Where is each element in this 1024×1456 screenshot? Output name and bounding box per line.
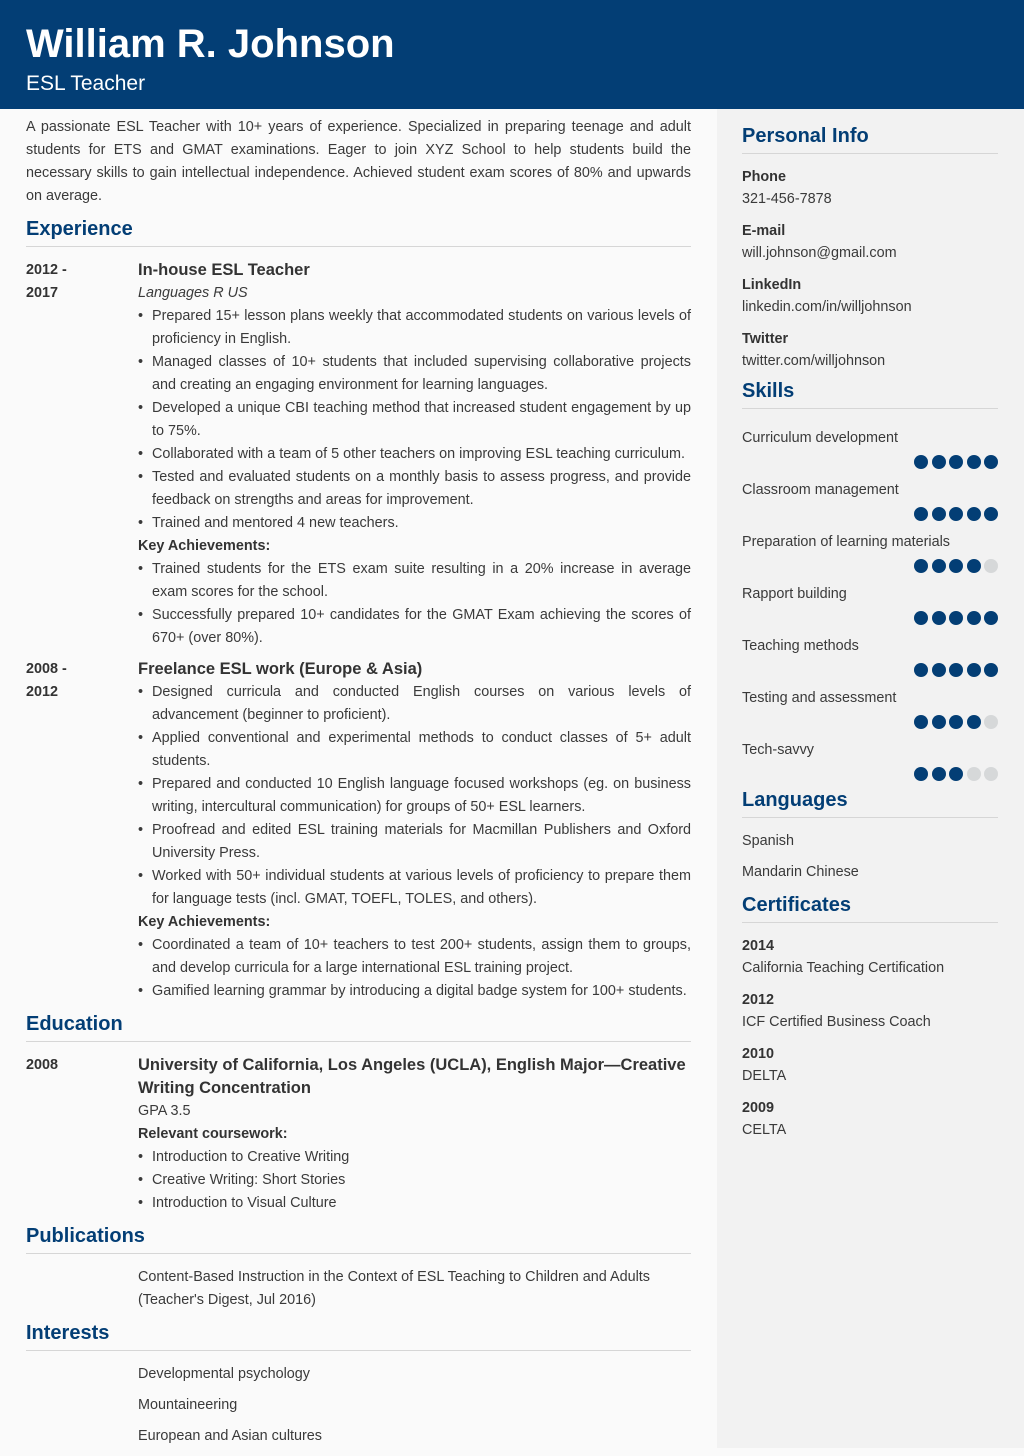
skill-rating: [742, 455, 998, 469]
rating-dot: [914, 507, 928, 521]
certificate-name: ICF Certified Business Coach: [742, 1014, 931, 1030]
experience-entry: [26, 259, 691, 650]
bullet-item: • Tested and evaluated students on a monthly basis to assess progress, and provide feedback on strengths and areas for improvement.: [138, 466, 691, 512]
bullet-item: • Managed classes of 10+ students that included supervising collaborative projects and creating an engaging environment for learning languages.: [138, 351, 691, 397]
education-entry: [26, 1054, 691, 1215]
skill-name: Preparation of learning materials: [742, 534, 950, 550]
contact-value: will.johnson@gmail.com: [742, 245, 897, 261]
skill-name: Testing and assessment: [742, 690, 897, 706]
bullet-item: • Successfully prepared 10+ candidates for the GMAT Exam achieving the scores of 670+ (over 80%).: [138, 604, 691, 650]
section-heading-interests: Interests: [26, 1320, 691, 1351]
entry-body: [138, 259, 691, 650]
date-range: 2008 - 2012: [26, 661, 67, 700]
company-name: Languages R US: [138, 285, 248, 301]
entry-body: [138, 1054, 691, 1215]
skill-rating: [742, 507, 998, 521]
certificate-year: 2009: [742, 1100, 775, 1116]
rating-dot: [914, 559, 928, 573]
interest-item: European and Asian cultures: [138, 1428, 323, 1444]
rating-dot: [932, 715, 946, 729]
skill-item: [742, 473, 998, 521]
coursework-label: Relevant coursework:: [138, 1126, 288, 1142]
bullet-item: • Developed a unique CBI teaching method that increased student engagement by up to 75%.: [138, 397, 691, 443]
bullet-list: [138, 934, 691, 1003]
contact-label: Phone: [742, 169, 786, 185]
contact-value: twitter.com/willjohnson: [742, 353, 886, 369]
publication-item: Content-Based Instruction in the Context of ESL Teaching to Children and Adults (Teacher's Digest, Jul 2016): [138, 1269, 650, 1308]
entry-body: [138, 658, 691, 1003]
section-heading-education: Education: [26, 1011, 691, 1042]
rating-dot: [932, 663, 946, 677]
certificate-year: 2012: [742, 992, 775, 1008]
bullet-item: • Coordinated a team of 10+ teachers to test 200+ students, assign them to groups, and develop curricula for a large international ESL training project.: [138, 934, 691, 980]
bullet-list: [138, 305, 691, 535]
bullet-item: • Collaborated with a team of 5 other teachers on improving ESL teaching curriculum.: [138, 443, 691, 466]
rating-dot: [932, 455, 946, 469]
entry-date: 2008: [26, 1057, 59, 1073]
candidate-name: William R. Johnson: [26, 22, 395, 66]
bullet-item: • Gamified learning grammar by introducing a digital badge system for 100+ students.: [138, 980, 691, 1003]
job-title: ESL Teacher: [26, 72, 146, 95]
rating-dot: [949, 767, 963, 781]
skill-item: [742, 681, 998, 729]
language-item: Mandarin Chinese: [742, 864, 859, 880]
language-item: Spanish: [742, 833, 795, 849]
rating-dot: [914, 663, 928, 677]
resume-header: [0, 0, 1024, 109]
experience-entry: [26, 658, 691, 1003]
bullet-item: • Introduction to Creative Writing: [138, 1146, 691, 1169]
publications-list: [138, 1266, 691, 1312]
rating-dot: [984, 507, 998, 521]
rating-dot: [984, 455, 998, 469]
bullet-item: • Prepared and conducted 10 English language focused workshops (eg. on business writing, intercultural communication) for groups of 50+ ESL learners.: [138, 773, 691, 819]
certificate-name: DELTA: [742, 1068, 787, 1084]
certificate-year: 2010: [742, 1046, 775, 1062]
skill-item: [742, 733, 998, 781]
rating-dot: [949, 663, 963, 677]
summary: A passionate ESL Teacher with 10+ years of experience. Specialized in preparing teenage and adult students for ETS and GMAT examinations. Eager to join XYZ School to help students build the necessary skills to gain intellectual independence. Achieved student exam scores of 80% and upwards on average.: [26, 119, 691, 204]
section-heading-publications: Publications: [26, 1223, 691, 1254]
interests-list: [138, 1363, 691, 1448]
rating-dot: [967, 455, 981, 469]
rating-dot: [914, 715, 928, 729]
bullet-item: • Worked with 50+ individual students at various levels of proficiency to prepare them for language tests (incl. GMAT, TOEFL, TOLES, and others).: [138, 865, 691, 911]
rating-dot: [932, 559, 946, 573]
section-heading-certificates: Certificates: [742, 892, 998, 923]
entry-date: [26, 658, 138, 1003]
certificate-name: California Teaching Certification: [742, 960, 945, 976]
rating-dot: [984, 611, 998, 625]
section-heading-experience: Experience: [26, 216, 691, 247]
skill-rating: [742, 611, 998, 625]
bullet-item: • Proofread and edited ESL training materials for Macmillan Publishers and Oxford University Press.: [138, 819, 691, 865]
role-title: In-house ESL Teacher: [138, 261, 310, 279]
skill-item: [742, 577, 998, 625]
bullet-item: • Designed curricula and conducted English courses on various levels of advancement (beginner to proficient).: [138, 681, 691, 727]
rating-dot: [914, 767, 928, 781]
rating-dot: [967, 767, 981, 781]
rating-dot: [949, 611, 963, 625]
bullet-item: • Prepared 15+ lesson plans weekly that accommodated students on various levels of proficiency in English.: [138, 305, 691, 351]
rating-dot: [914, 455, 928, 469]
certificate-name: CELTA: [742, 1122, 787, 1138]
degree-title: University of California, Los Angeles (UCLA), English Major—Creative Writing Concentration: [138, 1056, 686, 1097]
section-heading-personal-info: Personal Info: [742, 123, 998, 154]
rating-dot: [949, 715, 963, 729]
bullet-list: [138, 681, 691, 911]
contact-label: E-mail: [742, 223, 786, 239]
rating-dot: [984, 663, 998, 677]
sidebar: [717, 109, 1024, 1448]
skill-name: Classroom management: [742, 482, 899, 498]
skill-rating: [742, 663, 998, 677]
interest-item: Developmental psychology: [138, 1366, 310, 1382]
bullet-item: • Trained students for the ETS exam suite resulting in a 20% increase in average exam scores for the school.: [138, 558, 691, 604]
rating-dot: [949, 455, 963, 469]
skill-item: [742, 421, 998, 469]
skill-rating: [742, 715, 998, 729]
contact-value: linkedin.com/in/willjohnson: [742, 299, 912, 315]
rating-dot: [914, 611, 928, 625]
rating-dot: [967, 663, 981, 677]
skill-rating: [742, 767, 998, 781]
rating-dot: [932, 611, 946, 625]
skill-name: Teaching methods: [742, 638, 859, 654]
rating-dot: [984, 767, 998, 781]
contact-label: Twitter: [742, 331, 789, 347]
bullet-item: • Applied conventional and experimental methods to conduct classes of 5+ adult students.: [138, 727, 691, 773]
entry-date: [26, 259, 138, 650]
bullet-item: • Creative Writing: Short Stories: [138, 1169, 691, 1192]
rating-dot: [984, 559, 998, 573]
contact-value: 321-456-7878: [742, 191, 832, 207]
certificate-year: 2014: [742, 938, 775, 954]
bullet-item: • Introduction to Visual Culture: [138, 1192, 691, 1215]
skill-item: [742, 629, 998, 677]
contact-label: LinkedIn: [742, 277, 802, 293]
rating-dot: [967, 559, 981, 573]
bullet-list: [138, 1146, 691, 1215]
skill-rating: [742, 559, 998, 573]
achievements-label: Key Achievements:: [138, 914, 271, 930]
rating-dot: [984, 715, 998, 729]
skill-name: Rapport building: [742, 586, 847, 602]
rating-dot: [967, 715, 981, 729]
main-column: [26, 116, 691, 1456]
rating-dot: [932, 767, 946, 781]
bullet-list: [138, 558, 691, 650]
interest-item: Mountaineering: [138, 1397, 238, 1413]
rating-dot: [967, 611, 981, 625]
rating-dot: [967, 507, 981, 521]
bullet-item: • Trained and mentored 4 new teachers.: [138, 512, 691, 535]
skill-name: Tech-savvy: [742, 742, 814, 758]
skill-name: Curriculum development: [742, 430, 898, 446]
skill-item: [742, 525, 998, 573]
gpa: GPA 3.5: [138, 1103, 191, 1119]
role-title: Freelance ESL work (Europe & Asia): [138, 660, 423, 678]
rating-dot: [949, 559, 963, 573]
section-heading-skills: Skills: [742, 378, 998, 409]
section-heading-languages: Languages: [742, 787, 998, 818]
date-range: 2012 - 2017: [26, 262, 67, 301]
rating-dot: [949, 507, 963, 521]
achievements-label: Key Achievements:: [138, 538, 271, 554]
rating-dot: [932, 507, 946, 521]
